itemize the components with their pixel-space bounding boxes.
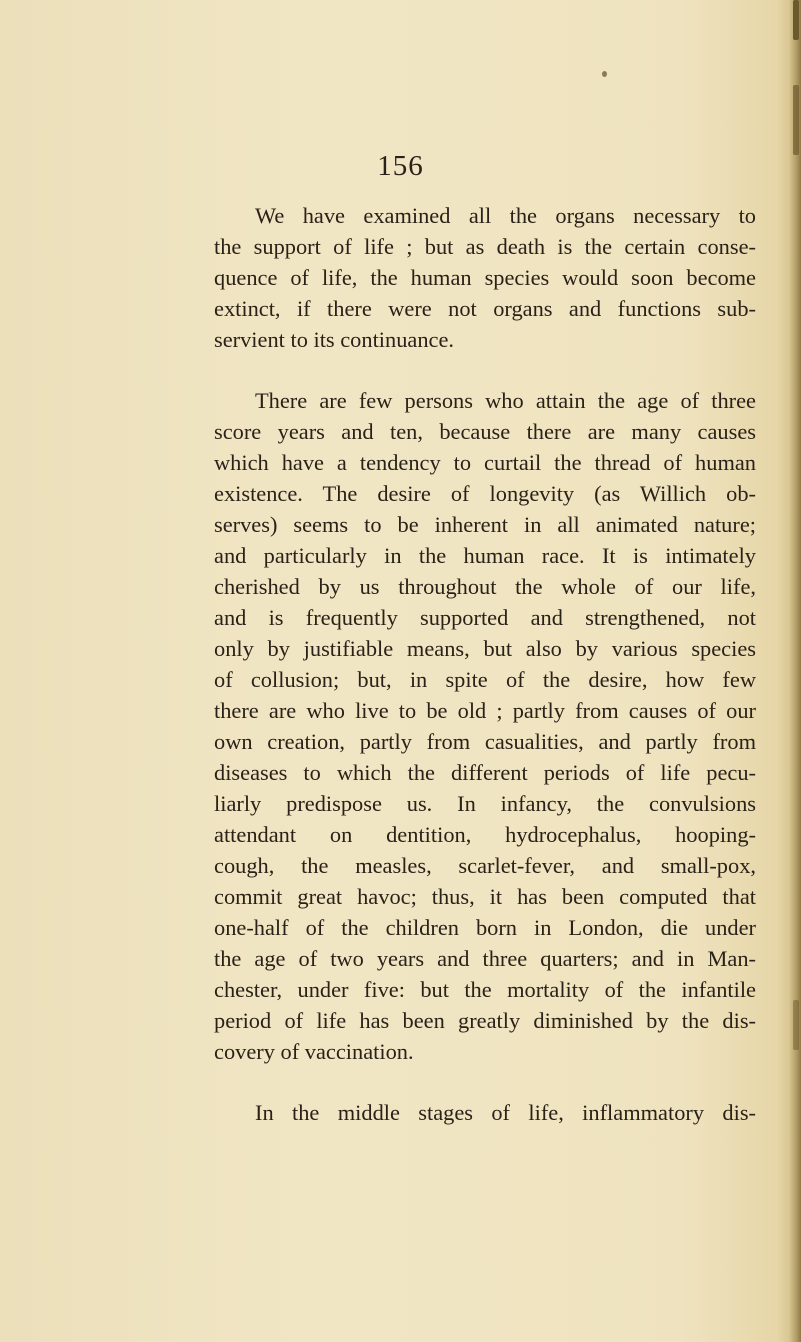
text-line: the support of life ; but as death is the certain conse-: [214, 234, 756, 259]
text-line: existence. The desire of longevity (as Willich ob-: [214, 481, 756, 506]
text-line: commit great havoc; thus, it has been computed that: [214, 884, 756, 909]
text-line: own creation, partly from casualities, and partly from: [214, 729, 756, 754]
text-line: quence of life, the human species would soon become: [214, 265, 756, 290]
text-line: only by justifiable means, but also by various species: [214, 636, 756, 661]
body-text: [214, 200, 756, 1128]
text-line: there are who live to be old ; partly from causes of our: [214, 698, 756, 723]
text-line: cherished by us throughout the whole of our life,: [214, 574, 756, 599]
paragraph-3: [214, 1097, 756, 1128]
text-line: and particularly in the human race. It is intimately: [214, 543, 756, 568]
text-line: attendant on dentition, hydrocephalus, hooping-: [214, 822, 756, 847]
paragraph-2: [214, 385, 756, 1067]
text-line: diseases to which the different periods of life pecu-: [214, 760, 756, 785]
text-line: chester, under five: but the mortality of the infantile: [214, 977, 756, 1002]
paragraph-1: [214, 200, 756, 355]
ink-speck: [602, 71, 607, 77]
text-line: cough, the measles, scarlet-fever, and small-pox,: [214, 853, 756, 878]
page-edge-mark: [793, 1000, 799, 1050]
text-line: covery of vaccination.: [214, 1039, 414, 1064]
text-line: the age of two years and three quarters; and in Man-: [214, 946, 756, 971]
page-edge-mark: [793, 85, 799, 155]
text-line: In the middle stages of life, inflammatory dis-: [255, 1100, 756, 1125]
text-line: We have examined all the organs necessary to: [255, 203, 756, 228]
text-line: servient to its continuance.: [214, 327, 455, 352]
text-line: period of life has been greatly diminished by the dis-: [214, 1008, 756, 1033]
page-edge-mark: [793, 0, 799, 40]
text-line: and is frequently supported and strengthened, not: [214, 605, 756, 630]
text-line: one-half of the children born in London, die under: [214, 915, 756, 940]
text-line: liarly predispose us. In infancy, the convulsions: [214, 791, 756, 816]
page-edge-shadow: [789, 0, 801, 1342]
text-line: extinct, if there were not organs and functions sub-: [214, 296, 756, 321]
text-line: score years and ten, because there are many causes: [214, 419, 756, 444]
text-line: serves) seems to be inherent in all animated nature;: [214, 512, 756, 537]
text-line: of collusion; but, in spite of the desire, how few: [214, 667, 756, 692]
text-line: There are few persons who attain the age of three: [255, 388, 756, 413]
page-number: 156: [377, 150, 424, 182]
text-line: which have a tendency to curtail the thread of human: [214, 450, 756, 475]
